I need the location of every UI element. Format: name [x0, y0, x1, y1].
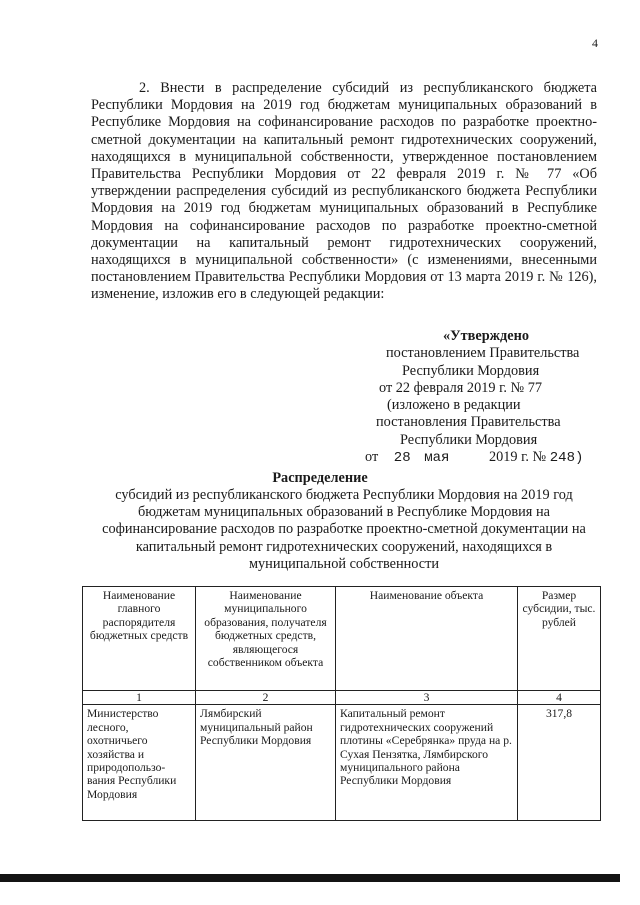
cell-administrator: Министерство лесного, охотничьего хозяйства и природопользо-вания Республики Мордовия — [83, 705, 196, 821]
table-header-row — [83, 587, 601, 691]
approval-line: постановлением Правительства — [386, 345, 580, 362]
header-municipality: Наименование муниципального образования, получателя бюджетных средств, являющегося собственником объекта — [196, 587, 336, 691]
scan-edge-band — [0, 874, 620, 882]
cell-municipality: Лямбирский муниципальный район Республики Мордовия — [196, 705, 336, 821]
approval-date-line — [360, 449, 630, 467]
approval-date-month: мая — [424, 450, 450, 467]
column-number: 3 — [336, 691, 518, 705]
column-number: 2 — [196, 691, 336, 705]
approval-line: Республики Мордовия — [400, 431, 538, 448]
distribution-subtitle: субсидий из республиканского бюджета Республики Мордовия на 2019 год бюджетам муниципальных образований в Республике Мордовия на софинансирование расходов по разработке проектно-сметной документации на капитальный ремонт гидротехнических сооружений, находящихся в муниципальной собственности — [102, 487, 586, 572]
approval-date-year: 2019 г. № — [488, 449, 547, 466]
distribution-title: Распределение — [272, 470, 368, 486]
body-paragraph: 2. Внести в распределение субсидий из республиканского бюджета Республики Мордовия на 2019 год бюджетам муниципальных образований в Республике Мордовия на софинансирование расходов по разработке проектно-сметной документации на капитальный ремонт гидротехнических сооружений, находящихся в муниципальной собственности, утвержденное постановлением Правительства Республики Мордовия от 22 февраля 2019 г. № 77 «Об утверждении распределения субсидий из республиканского бюджета Республики Мордовия на 2019 год бюджетам муниципальных образований в Республике Мордовия на софинансирование расходов по разработке проектно-сметной документации на капитальный ремонт гидротехнических сооружений, находящихся в муниципальной собственности» (с изменениями, внесенными постановлением Правительства Республики Мордовия от 13 марта 2019 г. № 126), изменение, изложив его в следующей редакции: — [91, 80, 597, 303]
column-number: 1 — [83, 691, 196, 705]
approval-date-day: 28 — [393, 450, 411, 467]
cell-object: Капитальный ремонт гидротехнических сооружений плотины «Серебрянка» пруда на р. Сухая Пензятка, Лямбирского муниципального района Республики Мордовия — [336, 705, 518, 821]
approval-date-prefix: от — [365, 449, 379, 466]
page-number: 4 — [592, 36, 598, 50]
approval-line: Республики Мордовия — [402, 362, 540, 379]
approval-line: от 22 февраля 2019 г. № 77 — [379, 379, 542, 396]
approval-date-number: 248) — [549, 450, 584, 467]
column-number-row — [83, 691, 601, 705]
approval-title: «Утверждено — [443, 328, 530, 344]
approval-stamp — [360, 328, 630, 467]
cell-amount: 317,8 — [518, 705, 601, 821]
column-number: 4 — [518, 691, 601, 705]
table-row — [83, 705, 601, 821]
approval-line: постановления Правительства — [376, 414, 561, 431]
distribution-table — [82, 586, 601, 821]
header-amount: Размер субсидии, тыс. рублей — [518, 587, 601, 691]
header-object: Наименование объекта — [336, 587, 518, 691]
approval-line: (изложено в редакции — [387, 397, 521, 414]
header-administrator: Наименование главного распорядителя бюджетных средств — [83, 587, 196, 691]
